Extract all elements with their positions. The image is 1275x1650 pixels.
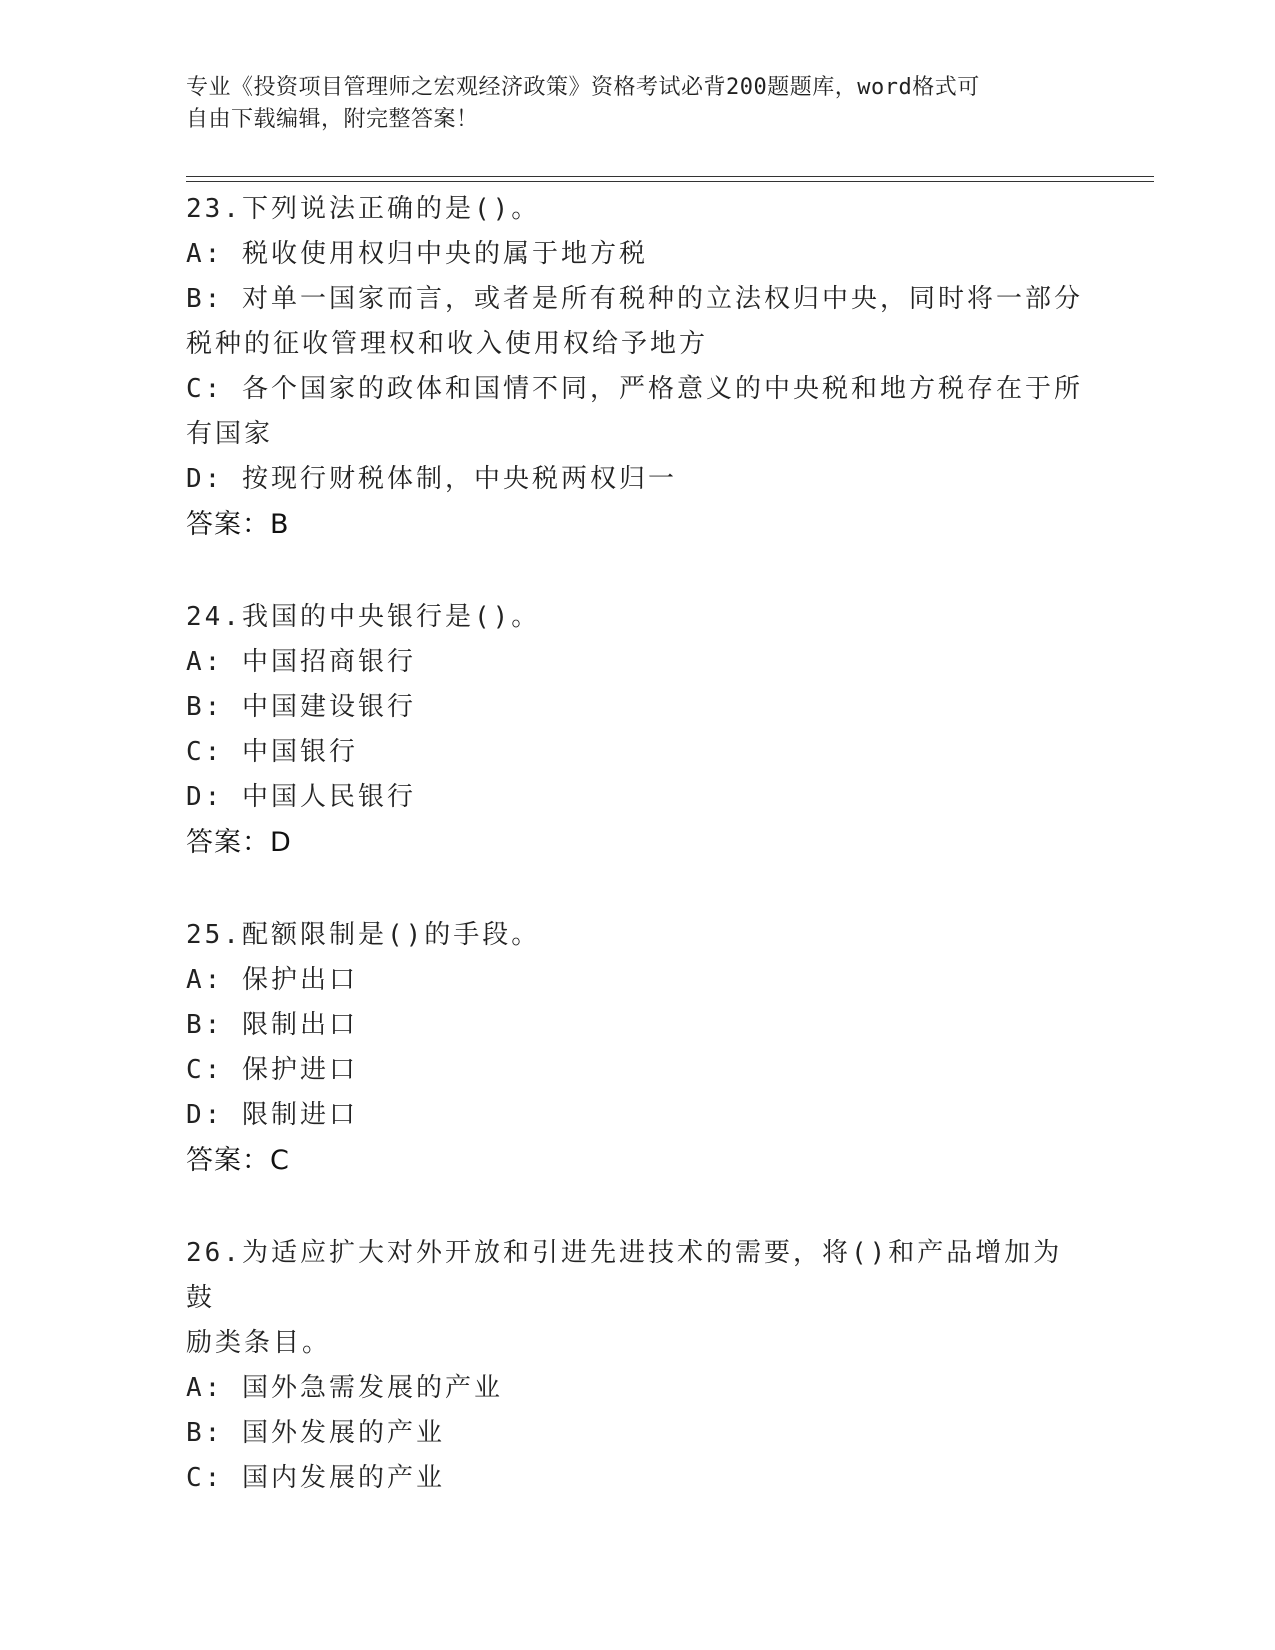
question-25 — [186, 913, 1086, 1183]
question-list — [186, 187, 1086, 1549]
option-c: C: 国内发展的产业 — [186, 1463, 445, 1493]
header-line-2: 自由下载编辑，附完整答案！ — [186, 107, 479, 132]
option-c: C: 中国银行 — [186, 737, 358, 767]
header-divider-bottom — [186, 181, 1154, 182]
question-stem: 23.下列说法正确的是()。 — [186, 194, 541, 224]
option-c-continued: 有国家 — [186, 419, 274, 449]
option-d: D: 中国人民银行 — [186, 782, 416, 812]
question-stem: 24.我国的中央银行是()。 — [186, 602, 541, 632]
option-a: A: 保护出口 — [186, 965, 358, 995]
answer-label: 答案：B — [186, 509, 290, 540]
option-c: C: 各个国家的政体和国情不同，严格意义的中央税和地方税存在于所 — [186, 374, 1083, 404]
option-b: B: 国外发展的产业 — [186, 1418, 445, 1448]
header-divider-top — [186, 176, 1154, 177]
option-a: A: 税收使用权归中央的属于地方税 — [186, 239, 648, 269]
question-stem-continued: 励类条目。 — [186, 1328, 332, 1358]
option-c: C: 保护进口 — [186, 1055, 358, 1085]
question-24 — [186, 595, 1086, 865]
document-header — [186, 72, 1066, 136]
question-23 — [186, 187, 1086, 547]
option-d: D: 限制进口 — [186, 1100, 358, 1130]
answer-label: 答案：C — [186, 1145, 290, 1176]
option-a: A: 中国招商银行 — [186, 647, 416, 677]
option-a: A: 国外急需发展的产业 — [186, 1373, 503, 1403]
question-stem: 26.为适应扩大对外开放和引进先进技术的需要，将()和产品增加为鼓 — [186, 1238, 1063, 1313]
header-line-1: 专业《投资项目管理师之宏观经济政策》资格考试必背200题题库，word格式可 — [186, 75, 980, 100]
option-b: B: 对单一国家而言，或者是所有税种的立法权归中央，同时将一部分 — [186, 284, 1083, 314]
option-b: B: 限制出口 — [186, 1010, 358, 1040]
option-d: D: 按现行财税体制，中央税两权归一 — [186, 464, 677, 494]
option-b: B: 中国建设银行 — [186, 692, 416, 722]
answer-label: 答案：D — [186, 827, 292, 858]
question-26 — [186, 1231, 1086, 1501]
question-stem: 25.配额限制是()的手段。 — [186, 920, 541, 950]
option-b-continued: 税种的征收管理权和收入使用权给予地方 — [186, 329, 709, 359]
